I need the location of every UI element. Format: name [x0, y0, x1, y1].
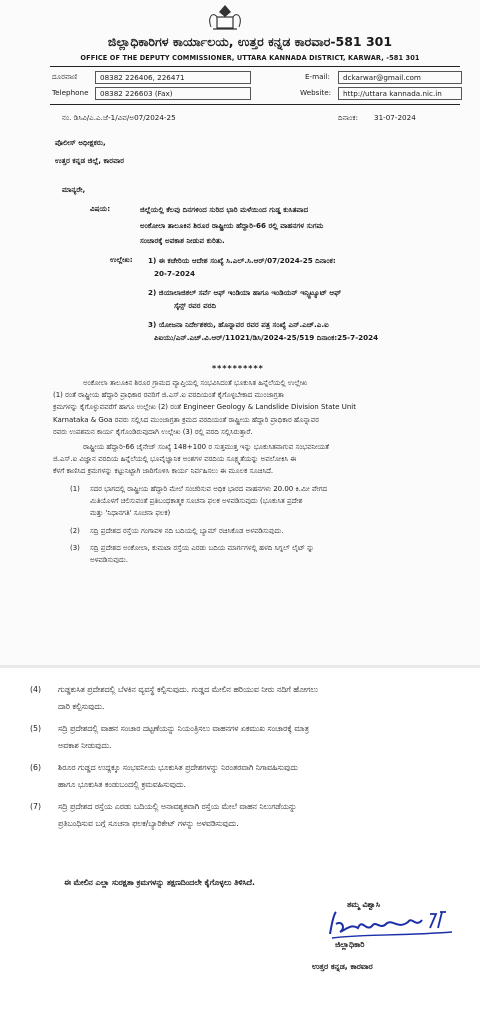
signoff-place: ಉತ್ತರ ಕನ್ನಡ, ಕಾರವಾರ: [312, 962, 373, 971]
list-item-line: ಶಿರೂರ ಗುಡ್ಡದ ಉದ್ದಕ್ಕೂ ಸಂಭವನೀಯ ಭೂಕುಸಿತ ಪ್ರದೇಶಗಳನ್ನು ನಿರಂತರವಾಗಿ ನಿಗಾವಹಿಸುವುದು: [58, 763, 298, 772]
list-item-text: [58, 682, 460, 715]
directive-list-1: [70, 483, 470, 566]
list-item: [70, 542, 470, 566]
reference-item-line: 1) ಈ ಕಚೇರಿಯ ಆದೇಶ ಸಂಖ್ಯೆ ಸಿ.ಎಲ್.ಸಿ.ಆರ್/07/2024-25 ದಿನಾಂಕ:: [148, 256, 336, 265]
list-item-number: (6): [30, 763, 42, 772]
body-paragraph-2: [53, 441, 473, 478]
reference-list: [148, 254, 453, 344]
reference-item-line: 3) ಯೋಜನಾ ನಿರ್ದೇಶಕರು, ಹೊನ್ನಾವರ ರವರ ಪತ್ರ ಸಂಖ್ಯೆ ಎನ್.ಎಚ್.ಎ.ಐ: [148, 320, 329, 329]
reference-item-line: 20-7-2024: [154, 269, 195, 278]
list-item-line: ಪ್ರತಿಬಂಧಿಸುವ ಬಗ್ಗೆ ಸೂಚನಾ ಫಲಕ/ಬ್ಯಾರಿಕೇಟ್ ಗಳನ್ನು ಅಳವಡಿಸುವುದು.: [58, 818, 239, 828]
directive-list-2: [30, 682, 460, 832]
email-value: dckarwar@gmail.com: [338, 71, 462, 84]
list-item-line: ಸದ್ರಿ ಪ್ರದೇಶದಲ್ಲಿ ವಾಹನ ಸಂಚಾರ ದಟ್ಟಣೆಯನ್ನು ನಿಯಂತ್ರಿಸಲು ವಾಹನಗಳ ಏಕಮುಖ ಸಂಚಾರಕ್ಕೆ ಮಾತ್ರ: [58, 724, 309, 733]
list-item-line: ಗುಡ್ಡಕುಸಿತ ಪ್ರದೇಶದಲ್ಲಿ ಬೆಳಕಿನ ವ್ಯವಸ್ಥೆ ಕಲ್ಪಿಸುವುದು. ಗುಡ್ಡದ ಮೇಲಿನ ಹರಿಯುವ ನೀರು ನದಿಗೆ ಹೋಗಲು: [58, 685, 318, 694]
designation: ಜಿಲ್ಲಾಧಿಕಾರಿ: [335, 940, 365, 949]
header-rule: [50, 66, 460, 67]
addressee-line-2: ಉತ್ತರ ಕನ್ನಡ ಜಿಲ್ಲೆ, ಕಾರವಾರ: [55, 156, 125, 165]
fax-number: 08382 226603 (Fax): [95, 87, 251, 100]
body-paragraph-1: [53, 377, 473, 438]
body-line: ರವರು ಉಪಶಮನ ಕಾರ್ಯ ಕೈಗೊಂಡಿರುವುದಾಗಿ ಉಲ್ಲೇಖ (3) ರಲ್ಲಿ ವರದಿ ಸಲ್ಲಿಸಿರುತ್ತಾರೆ.: [53, 427, 253, 436]
body-line: ಕ್ರಮಗಳನ್ನು ಕೈಗೊಳ್ಳುವವರೆಗೆ ಹಾಗೂ ಉಲ್ಲೇಖ (2) ರಂತೆ Engineer Geology & Landslide Division State Unit: [53, 403, 356, 412]
list-item: [30, 799, 460, 832]
list-item: [30, 682, 460, 715]
reference-item-3: [148, 318, 453, 344]
body-line: (1) ರಂತೆ ರಾಷ್ಟ್ರೀಯ ಹೆದ್ದಾರಿ ಪ್ರಾಧಿಕಾರ ರವರಿಗೆ ಜಿ.ಎಸ್.ಐ ವರದಿಯಂತೆ ಕೈಗೊಳ್ಳಬೇಕಾದ ಮುಂಜಾಗ್ರತಾ: [53, 391, 284, 400]
website-value: http://uttara kannada.nic.in: [338, 87, 462, 100]
reference-item-line: 2) ಜಿಯಾಲಾಜಿಕಲ್ ಸರ್ವೆ ಆಫ್ ಇಂಡಿಯಾ ಹಾಗೂ ಇಂಡಿಯನ್ ಇನ್ಸ್ಟಿಟ್ಯೂಟ್ ಆಫ್: [148, 288, 342, 297]
list-item-line: ಮತ್ತು 'ನಿಧಾನಗತಿ' ಸೂಚನಾ ಫಲಕ): [90, 509, 171, 518]
subject-line: ಸಂಚಾರಕ್ಕೆ ಅವಕಾಶ ನೀಡುವ ಕುರಿತು.: [140, 236, 225, 245]
list-item-line: ಅವಕಾಶ ನೀಡುವುದು.: [58, 740, 112, 750]
phone-numbers: 08382 226406, 226471: [95, 71, 251, 84]
list-item: [70, 525, 470, 537]
body-line: ಕೆಳಗೆ ಕಾಣಿಸಿದ ಕ್ರಮಗಳನ್ನು ಕಟ್ಟುನಿಟ್ಟಾಗಿ ಜಾರಿಗೊಳಿಸಿ ಕಾರ್ಯ ನಿರ್ವಹಿಸಲು ಈ ಮೂಲಕ ಸೂಚಿಸಿದೆ.: [53, 467, 274, 476]
office-title-english: OFFICE OF THE DEPUTY COMMISSIONER, UTTARA KANNADA DISTRICT, KARWAR, -581 301: [80, 54, 420, 62]
subject-text: [140, 202, 460, 249]
reference-item-line: ಸೈನ್ಸ್ ರವರ ವರದಿ: [174, 301, 217, 310]
state-emblem-icon: [205, 3, 245, 31]
office-title-kannada: ಜಿಲ್ಲಾಧಿಕಾರಿಗಳ ಕಾರ್ಯಾಲಯ, ಉತ್ತರ ಕನ್ನಡ ಕಾರವಾರ-581 301: [107, 34, 393, 49]
list-item-line: ಅಳವಡಿಸುವುದು.: [90, 556, 128, 565]
reference-item-1: [148, 254, 453, 280]
list-item: [70, 483, 470, 520]
body-line: Karnataka & Goa ರವರು ಸಲ್ಲಿಸಿದ ಮುಂಜಾಗ್ರತಾ ಕ್ರಮದ ವರದಿಯಂತೆ ರಾಷ್ಟ್ರೀಯ ಹೆದ್ದಾರಿ ಪ್ರಾಧಿಕಾರ ಹೊನ್ನಾವರ: [53, 415, 319, 424]
list-item-text: [90, 483, 470, 520]
contact-rule: [50, 104, 460, 105]
list-item-line: ಸದ್ರಿ ಪ್ರದೇಶದ ಅಂಕೋಲಾ, ಕುಮಟಾ ರಸ್ತೆಯ ಎರಡು ಬದಿಯ ಮಾರ್ಗಗಳಲ್ಲಿ ಹಳದಿ ಸಿಗ್ನಲ್ ಲೈಟ್ ನ್ನು: [90, 543, 315, 552]
email-label: E-mail:: [305, 72, 330, 81]
telephone-label: Telephone: [52, 88, 89, 97]
list-item-number: (1): [70, 485, 80, 493]
list-item: [30, 721, 460, 754]
list-item-text: [58, 760, 460, 793]
list-item-line: ಸದರ ಭಾಗದಲ್ಲಿ ರಾಷ್ಟ್ರೀಯ ಹೆದ್ದಾರಿ ಮೇಲೆ ಸಂಚರಿಸುವ ಅಧಿಕ ಭಾರದ ವಾಹನಗಳು 20.00 ಕಿ.ಮೀ ವೇಗದ: [90, 485, 328, 493]
list-item-number: (7): [30, 802, 42, 811]
date-label: ದಿನಾಂಕ:: [338, 113, 359, 122]
reference-number: ನಂ. ಡಿಸಿವಿ/ಎ.ಎ.ಜೆ-1/ವಿವ/ಅ07/2024-25: [62, 113, 176, 122]
list-item-number: (4): [30, 685, 42, 694]
separator-stars: **********: [212, 364, 264, 373]
salutation: ಮಾನ್ಯರೇ,: [62, 185, 86, 194]
list-item-number: (2): [70, 526, 80, 535]
addressee-line-1: ಪೊಲೀಸ್ ಅಧೀಕ್ಷಕರು,: [55, 138, 106, 147]
references-label: ಉಲ್ಲೇಖ:: [110, 255, 133, 264]
list-item-text: [90, 542, 470, 566]
body-line: ರಾಷ್ಟ್ರೀಯ ಹೆದ್ದಾರಿ-66 ಚೈನೇಜ್ ಸಂಖ್ಯೆ 148+100 ರ ಸುತ್ತಮುತ್ತ ಇನ್ನು ಭೂಕುಸಿತವಾಗುವ ಸಂಭವನೀಯತೆ: [83, 443, 329, 451]
list-item-line: ಸದ್ರಿ ಪ್ರದೇಶದ ರಸ್ತೆಯ ಗಂಗಾವಳಿ ನದಿ ಬದಿಯಲ್ಲಿ ಬ್ಯಾಮ್ ರಚಿಸಿಕೊಡ ಅಳವಡಿಸುವುದು.: [90, 526, 284, 535]
subject-line: ಜಿಲ್ಲೆಯಲ್ಲಿ ಕೆಲವು ದಿನಗಳಿಂದ ಸುರಿದ ಭಾರಿ ಮಳೆಯಿಂದ ಗುಡ್ಡ ಕುಸಿತವಾದ: [140, 205, 309, 214]
body-line: ಅಂಕೋಲಾ ತಾಲೂಕಿನ ಶಿರೂರ ಗ್ರಾಮದ ವ್ಯಾಪ್ತಿಯಲ್ಲಿ ಸಂಭವಿಸಿದಂತೆ ಭೂಕುಸಿತ ಹಿನ್ನೆಲೆಯಲ್ಲಿ ಉಲ್ಲೇಖ: [83, 379, 308, 387]
list-item-line: ದಾರಿ ಕಲ್ಪಿಸುವುದು.: [58, 701, 105, 711]
subject-line: ಅಂಕೋಲಾ ತಾಲೂಕಿನ ಶಿರೂರ ರಾಷ್ಟ್ರೀಯ ಹೆದ್ದಾರಿ-66 ರಲ್ಲಿ ವಾಹನಗಳ ಸುಗಮ: [140, 220, 324, 230]
list-item-number: (5): [30, 724, 42, 733]
yours-faithfully: ತಮ್ಮ ವಿಶ್ವಾಸಿ: [347, 900, 380, 909]
reference-item-line: ಪಿಐಯು/ಎನ್.ಎಚ್.ವಿ.ಆರ್/11021/ಡಿಸಿ/2024-25/519 ದಿನಾಂಕ:25-7-2024: [154, 333, 379, 342]
list-item-text: [58, 799, 460, 832]
body-line: ಜಿ.ಎಸ್.ಐ ವಿಜ್ಞಾನ ವರದಿಯ ಹಿನ್ನೆಲೆಯಲ್ಲಿ ಭೂವೈಜ್ಞಾನಿಕ ಅಂಶಗಳ ವರದಿಯ ಸೂಕ್ಷ್ಮತೆಯನ್ನು ಅವಲೋಕಿಸಿ ಈ: [53, 455, 297, 464]
letter-date: 31-07-2024: [374, 113, 416, 122]
list-item-text: [58, 721, 460, 754]
website-label: Website:: [300, 88, 332, 97]
list-item-line: ಮಿತಿಯೊಳಗೆ ಚಲಿಸುವಂತೆ ಪ್ರತಿಬಂಧಕಾತ್ಮಕ ಸೂಚನಾ ಫಲಕ ಅಳವಡಿಸುವುದು (ಭೂಕುಸಿತ ಪ್ರದೇಶ: [90, 497, 303, 506]
list-item-number: (3): [70, 543, 80, 552]
reference-item-2: [148, 286, 453, 312]
list-item-line: ಹಾಗೂ ಭೂಕುಸಿತ ಕಂಡುಬಂದಲ್ಲಿ ಕ್ರಮವಹಿಸುವುದು.: [58, 779, 186, 789]
subject-label: ವಿಷಯ:: [90, 204, 111, 213]
phone-label: ದೂರವಾಣಿ: [52, 72, 78, 81]
list-item: [30, 760, 460, 793]
closing-sentence: ಈ ಮೇಲಿನ ಎಲ್ಲಾ ಸುರಕ್ಷತಾ ಕ್ರಮಗಳನ್ನು ತಕ್ಷಣದಿಂದಲೇ ಕೈಗೊಳ್ಳಲು ತಿಳಿಸಿದೆ.: [64, 878, 255, 887]
letter-page-2: [0, 668, 480, 1019]
list-item-line: ಸದ್ರಿ ಪ್ರದೇಶದ ರಸ್ತೆಯ ಎರಡು ಬದಿಯಲ್ಲಿ ಅನಾವಶ್ಯಕವಾಗಿ ರಸ್ತೆಯ ಮೇಲೆ ವಾಹನ ನಿಲುಗಡೆಯನ್ನು: [58, 802, 297, 811]
